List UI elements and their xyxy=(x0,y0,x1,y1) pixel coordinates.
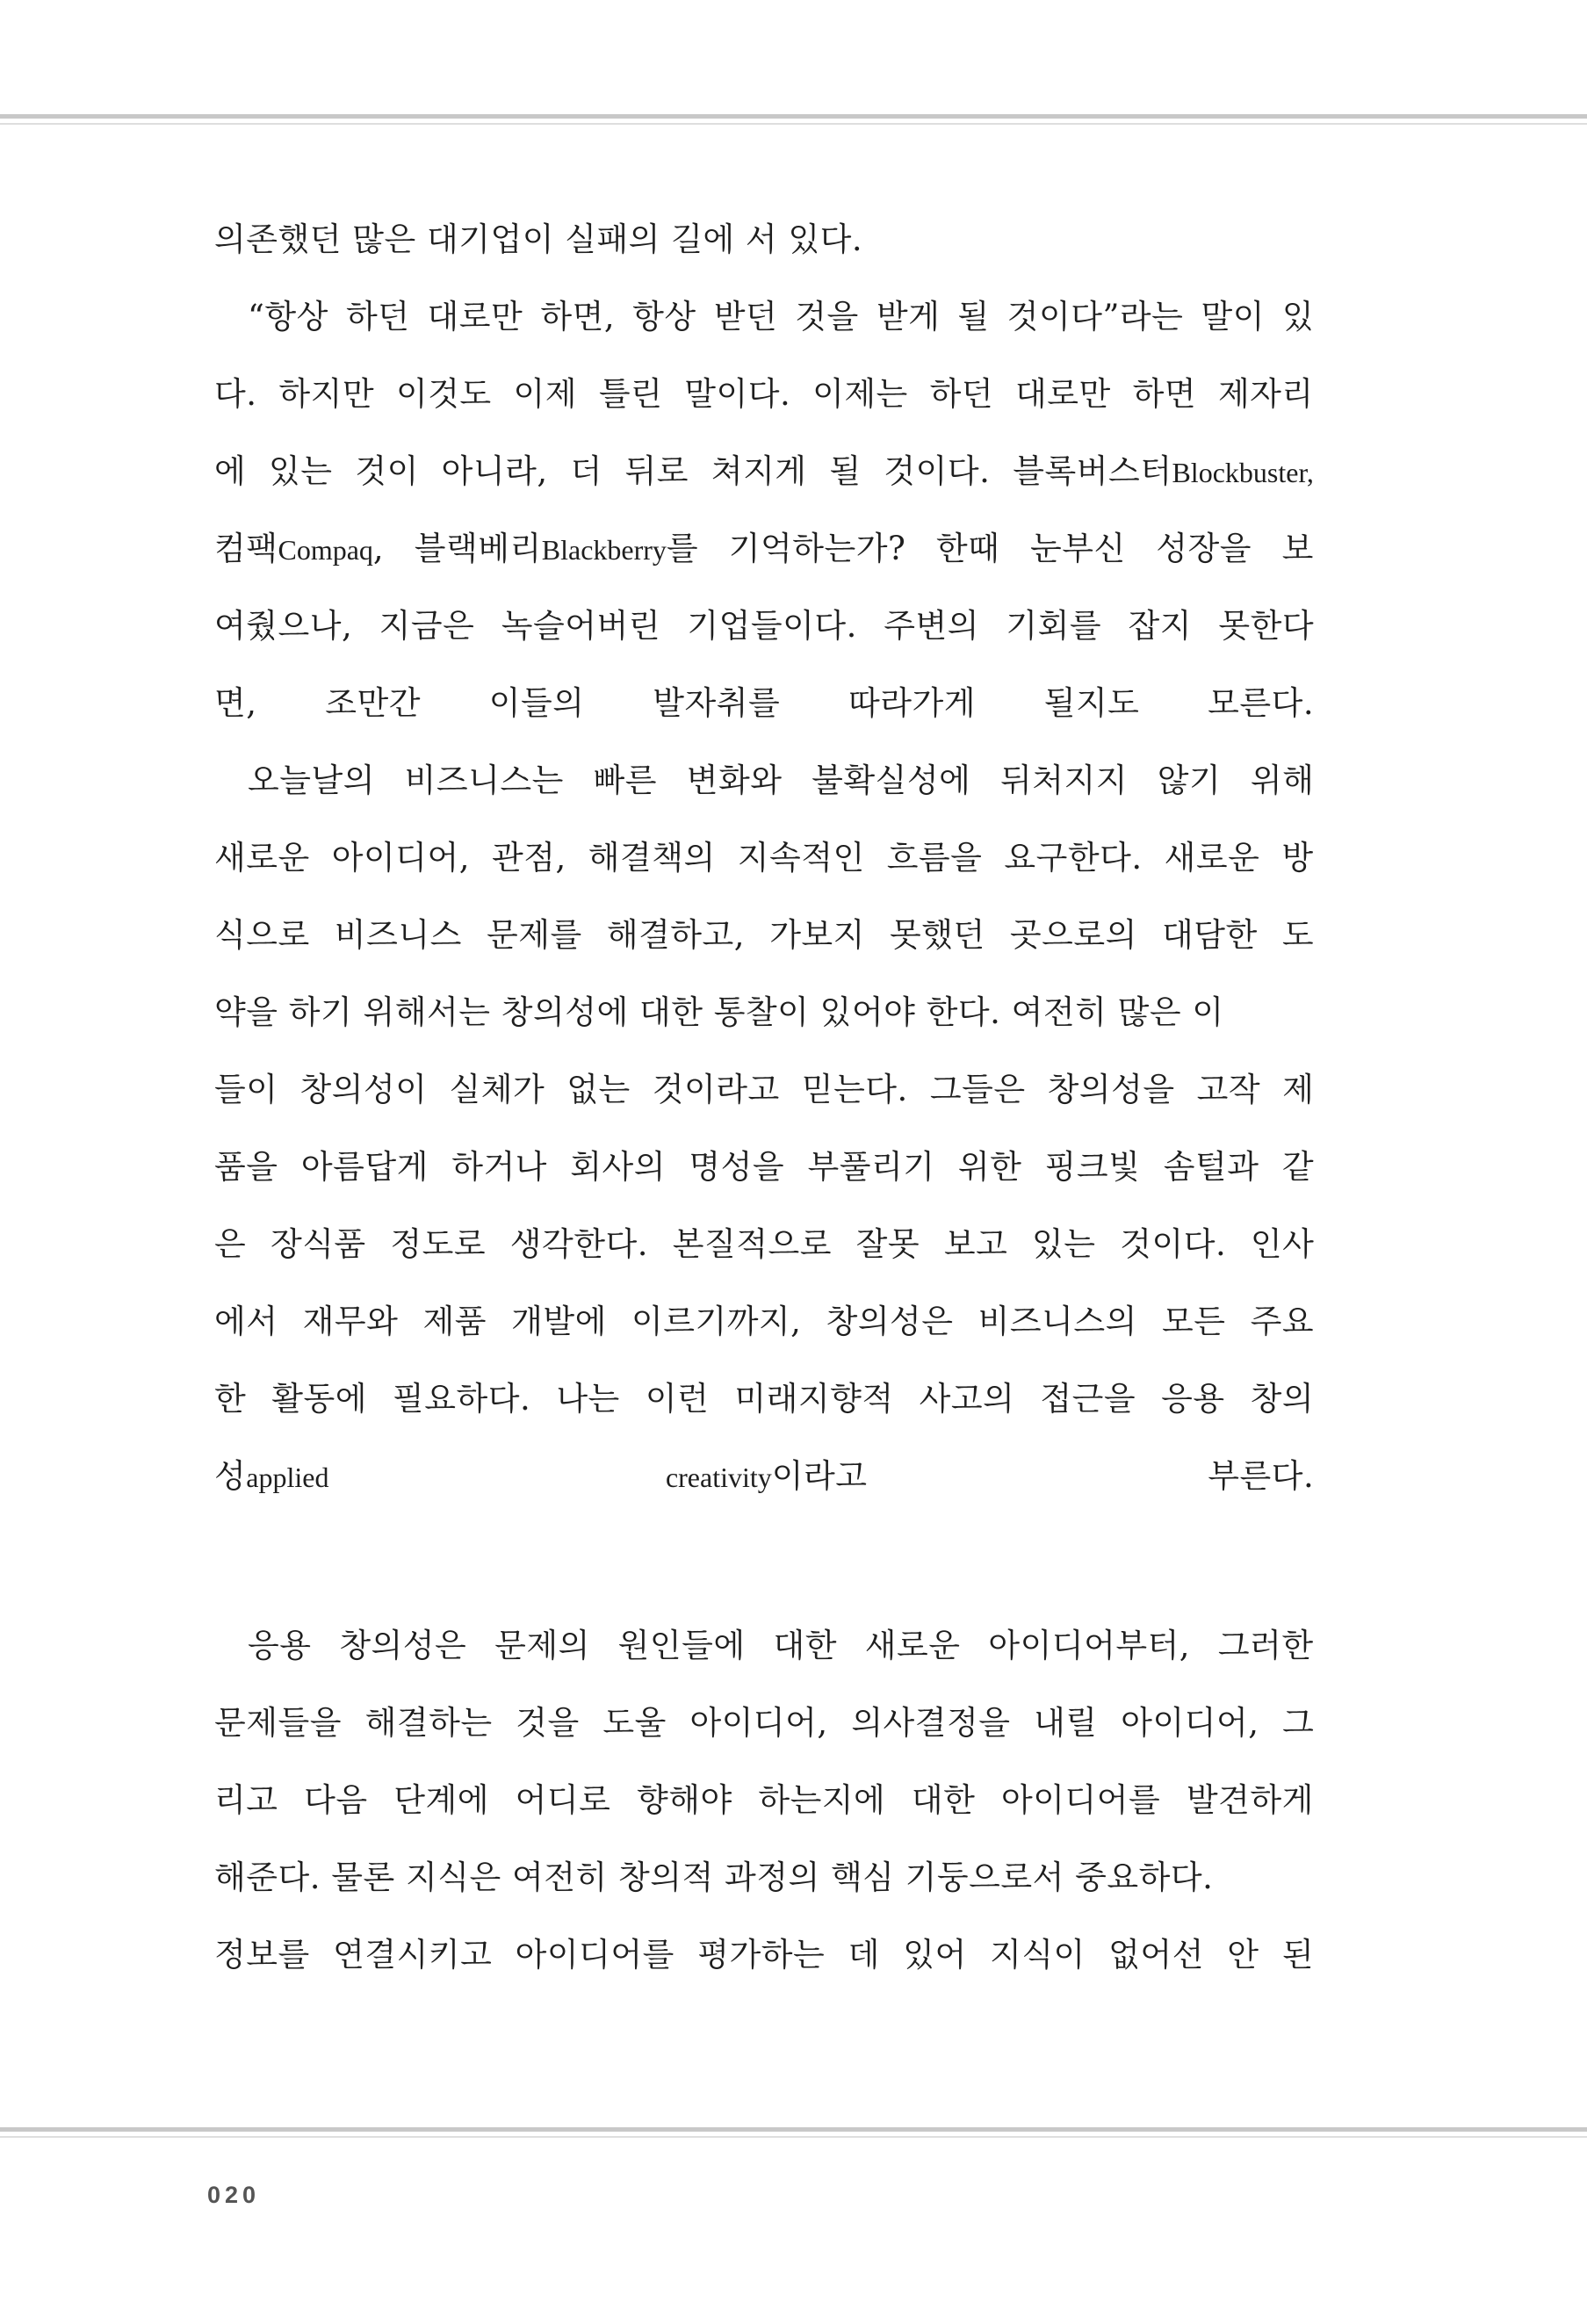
text-segment: 를 기억하는가? 한때 눈부신 성장을 보 xyxy=(666,530,1314,567)
text-line: 품을 아름답게 하거나 회사의 명성을 부풀리기 위한 핑크빛 솜털과 같 xyxy=(214,1148,1315,1186)
top-rule-thin xyxy=(0,123,1587,125)
text-line: 식으로 비즈니스 문제를 해결하고, 가보지 못했던 곳으로의 대담한 도 xyxy=(214,916,1315,954)
text-segment: 컴팩 xyxy=(214,530,278,567)
text-line: 면, 조만간 이들의 발자취를 따라가게 될지도 모른다. xyxy=(214,684,1315,722)
text-line: 다. 하지만 이것도 이제 틀린 말이다. 이제는 하던 대로만 하면 제자리 xyxy=(214,375,1314,413)
text-line xyxy=(214,1450,1314,1527)
text-line xyxy=(214,445,1314,523)
text-line: 리고 다음 단계에 어디로 향해야 하는지에 대한 아이디어를 발견하게 xyxy=(214,1781,1314,1819)
text-segment: 에 있는 것이 아니라, 더 뒤로 쳐지게 될 것이다. 블록버스터 xyxy=(214,452,1172,490)
latin-term: applied creativity xyxy=(246,1462,772,1493)
text-segment: , 블랙베리 xyxy=(372,530,542,567)
latin-term: Blackberry xyxy=(541,534,667,566)
text-line: 응용 창의성은 문제의 원인들에 대한 새로운 아이디어부터, 그러한 xyxy=(248,1627,1314,1664)
text-segment: 이라고 부른다. xyxy=(771,1457,1315,1495)
text-line: 문제들을 해결하는 것을 도울 아이디어, 의사결정을 내릴 아이디어, 그 xyxy=(214,1704,1315,1742)
bottom-rule xyxy=(0,2127,1587,2132)
text-line xyxy=(214,523,1314,600)
text-line: 여줬으나, 지금은 녹슬어버린 기업들이다. 주변의 기회를 잡지 못한다 xyxy=(214,607,1315,645)
text-line: “항상 하던 대로만 하면, 항상 받던 것을 받게 될 것이다”라는 말이 있 xyxy=(248,298,1315,336)
body-text xyxy=(214,213,1314,2006)
text-line: 한 활동에 필요하다. 나는 이런 미래지향적 사고의 접근을 응용 창의 xyxy=(214,1380,1315,1418)
latin-term: Blockbuster, xyxy=(1172,457,1314,488)
page-number: 020 xyxy=(207,2182,261,2208)
text-line: 들이 창의성이 실체가 없는 것이라고 믿는다. 그들은 창의성을 고작 제 xyxy=(214,1071,1315,1108)
text-line: 의존했던 많은 대기업이 실패의 길에 서 있다. xyxy=(214,220,863,258)
text-line: 오늘날의 비즈니스는 빠른 변화와 불확실성에 뒤처지지 않기 위해 xyxy=(248,761,1315,799)
text-line: 정보를 연결시키고 아이디어를 평가하는 데 있어 지식이 없어선 안 된 xyxy=(214,1936,1315,1974)
text-line: 약을 하기 위해서는 창의성에 대한 통찰이 있어야 한다. 여전히 많은 이 xyxy=(214,993,1224,1031)
top-rule xyxy=(0,114,1587,119)
text-line: 해준다. 물론 지식은 여전히 창의적 과정의 핵심 기둥으로서 중요하다. xyxy=(214,1858,1214,1896)
bottom-rule-thin xyxy=(0,2136,1587,2138)
text-line: 은 장식품 정도로 생각한다. 본질적으로 잘못 보고 있는 것이다. 인사 xyxy=(214,1225,1315,1263)
text-line: 에서 재무와 제품 개발에 이르기까지, 창의성은 비즈니스의 모든 주요 xyxy=(214,1303,1315,1340)
text-segment: 성 xyxy=(214,1457,247,1495)
latin-term: Compaq xyxy=(278,534,373,566)
text-line: 새로운 아이디어, 관점, 해결책의 지속적인 흐름을 요구한다. 새로운 방 xyxy=(214,839,1314,877)
paragraph-gap xyxy=(214,1527,1314,1620)
